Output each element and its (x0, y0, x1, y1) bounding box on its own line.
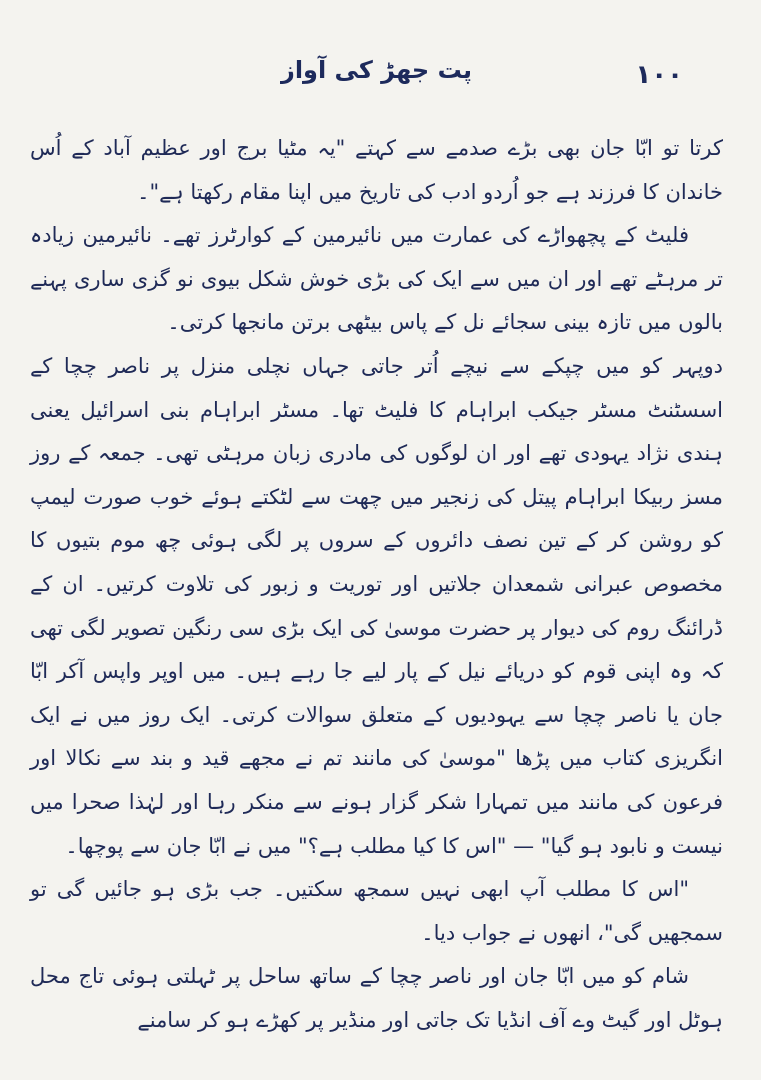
paragraph-3: دوپہر کو میں چپکے سے نیچے اُتر جاتی جہاں نچلی منزل پر ناصر چچا کے اسسٹنٹ مسٹر جیکب ابراہام کا فلیٹ تھا۔ مسٹر ابراہام بنی اسرائیل یعنی ہندی نژاد یہودی تھے اور ان لوگوں کی مادری زبان مرہٹی تھی۔ جمعہ کے روز مسز ربیکا ابراہام پیتل کی زنجیر میں چھت سے لٹکتے ہوئے خوب صورت لیمپ کو روشن کر کے تین نصف دائروں کے سروں پر لگی ہوئی چھ موم بتیوں کا مخصوص عبرانی شمعدان جلاتیں اور توریت و زبور کی تلاوت کرتیں۔ ان کے ڈرائنگ روم کی دیوار پر حضرت موسیٰ کی ایک بڑی سی رنگین تصویر لگی تھی کہ وہ اپنی قوم کو دریائے نیل کے پار لیے جا رہے ہیں۔ میں اوپر واپس آکر ابّا جان یا ناصر چچا سے یہودیوں کے متعلق سوالات کرتی۔ ایک روز میں نے ایک انگریزی کتاب میں پڑھا "موسیٰ کی مانند تم نے مجھے قید و بند سے نکالا اور فرعون کی مانند میں تمہارا شکر گزار ہونے سے منکر رہا اور لہٰذا صحرا میں نیست و نابود ہو گیا" — "اس کا کیا مطلب ہے؟" میں نے ابّا جان سے پوچھا۔ (30, 353, 723, 858)
paragraph-1: کرتا تو ابّا جان بھی بڑے صدمے سے کہتے "یہ مٹیا برج اور عظیم آباد کے اُس خاندان کا فرزند ہے جو اُردو ادب کی تاریخ میں اپنا مقام رکھتا ہے"۔ (30, 136, 723, 204)
paragraph-2: فلیٹ کے پچھواڑے کی عمارت میں نائیرمین کے کوارٹرز تھے۔ نائیرمین زیادہ تر مرہٹے تھے اور ان میں سے ایک کی بڑی خوش شکل بیوی نو گزی ساری پہنے بالوں میں تازہ بینی سجائے نل کے پاس بیٹھی برتن مانجھا کرتی۔ (30, 223, 723, 335)
page-number: ١٠٠ (635, 60, 683, 90)
page-header (30, 52, 723, 103)
running-title: پت جھڑ کی آواز (281, 56, 472, 84)
paragraph-4: "اس کا مطلب آپ ابھی نہیں سمجھ سکتیں۔ جب بڑی ہو جائیں گی تو سمجھیں گی"، انھوں نے جواب دیا۔ (30, 877, 723, 945)
paragraph-5: شام کو میں ابّا جان اور ناصر چچا کے ساتھ ساحل پر ٹہلتی ہوئی تاج محل ہوٹل اور گیٹ وے آف انڈیا تک جاتی اور منڈیر پر کھڑے ہو کر سامنے (30, 964, 723, 1032)
page-body (30, 127, 723, 1042)
